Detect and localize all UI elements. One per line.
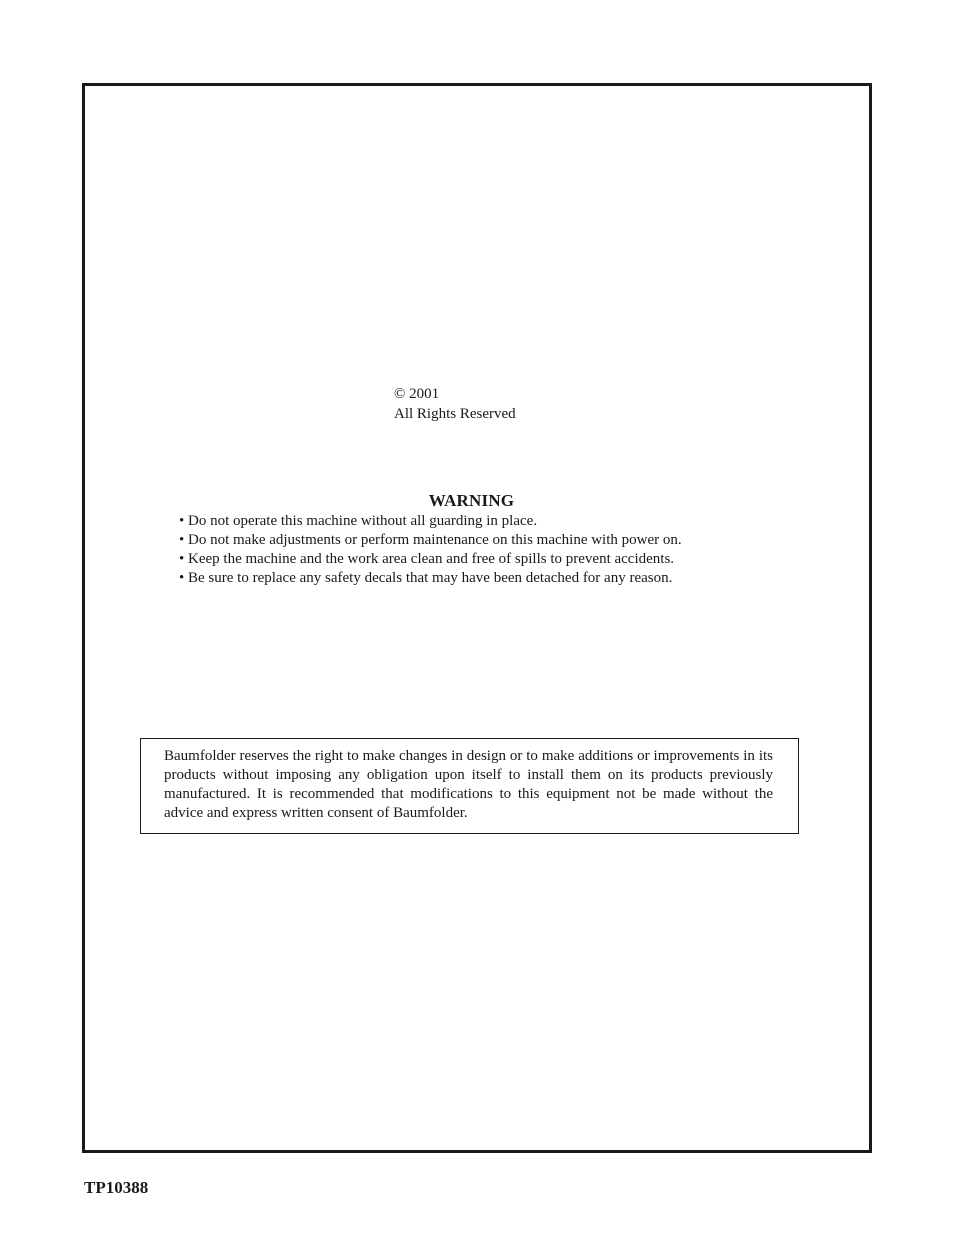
- rights-reserved: All Rights Reserved: [394, 406, 516, 422]
- warning-list: [179, 512, 682, 588]
- warning-title: WARNING: [428, 491, 515, 510]
- document-id: TP10388: [84, 1178, 149, 1197]
- warning-item: • Be sure to replace any safety decals that may have been detached for any reason.: [179, 570, 673, 586]
- copyright-year: © 2001: [394, 386, 440, 402]
- copyright-notice: [394, 384, 516, 424]
- warning-item: • Keep the machine and the work area clean and free of spills to prevent accidents.: [179, 551, 675, 567]
- warning-item: • Do not operate this machine without all guarding in place.: [179, 513, 538, 529]
- warning-item: • Do not make adjustments or perform maintenance on this machine with power on.: [179, 532, 682, 548]
- disclaimer-box: [140, 738, 799, 834]
- page-border: [82, 83, 872, 1153]
- disclaimer-text: Baumfolder reserves the right to make changes in design or to make additions or improvements in its products without imposing any obligation upon itself to install them on its products previously manufactured. It is recommended that modifications to this equipment not be made without the advice and express written consent of Baumfolder.: [164, 748, 773, 821]
